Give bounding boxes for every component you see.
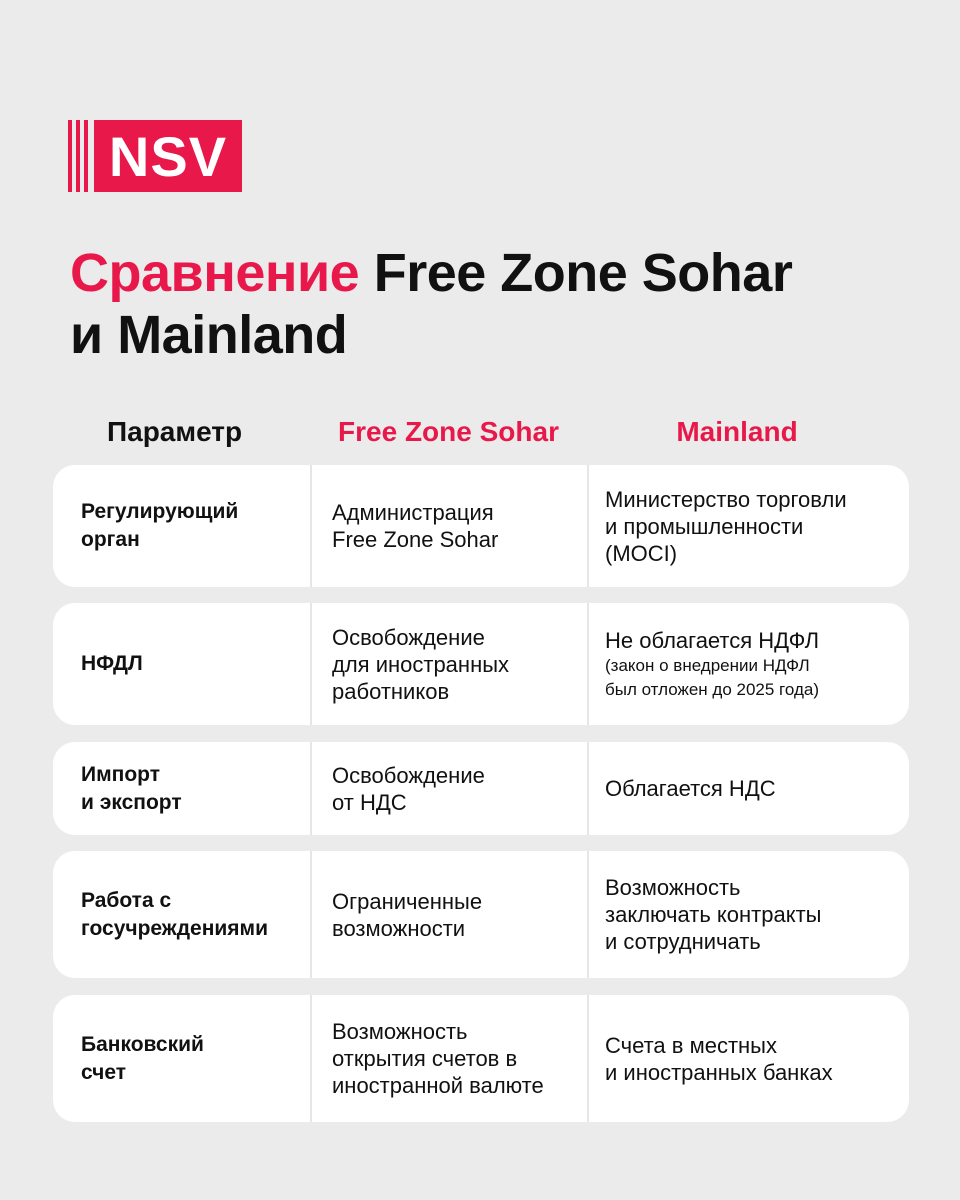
row-mainland: Возможность заключать контракты и сотрудничать	[587, 851, 909, 978]
table-row	[53, 995, 909, 1122]
title-rest: Free Zone Sohar	[373, 243, 793, 303]
logo-text: NSV	[94, 120, 242, 192]
logo-stripe	[84, 120, 88, 192]
page-title	[70, 242, 792, 366]
row-mainland	[587, 603, 909, 725]
row-free-zone: Ограниченные возможности	[310, 851, 587, 978]
logo-stripe	[76, 120, 80, 192]
logo-stripe	[68, 120, 72, 192]
table-row	[53, 603, 909, 725]
table-row	[53, 742, 909, 835]
row-mainland: Счета в местных и иностранных банках	[587, 995, 909, 1122]
row-param: Регулирующий орган	[81, 500, 239, 551]
table-header	[0, 412, 960, 452]
row-param: НФДЛ	[81, 652, 143, 675]
row-param: Банковский счет	[81, 1032, 204, 1084]
nsv-logo	[68, 120, 242, 192]
row-mainland-note: (закон о внедрении НДФЛ был отложен до 2025 года)	[605, 655, 819, 699]
row-mainland: Министерство торговли и промышленности (MOCI)	[587, 465, 909, 587]
table-row	[53, 851, 909, 978]
header-mainland: Mainland	[676, 416, 798, 447]
title-accent: Сравнение	[70, 243, 360, 303]
row-param: Импорт и экспорт	[81, 762, 182, 814]
row-mainland: Облагается НДС	[587, 742, 909, 835]
table-row	[53, 465, 909, 587]
row-free-zone: Освобождение от НДС	[310, 742, 587, 835]
row-free-zone: Освобождение для иностранных работников	[310, 603, 587, 725]
header-free-zone: Free Zone Sohar	[338, 416, 559, 447]
header-param: Параметр	[107, 416, 243, 447]
row-free-zone: Возможность открытия счетов в иностранной валюте	[310, 995, 587, 1122]
title-line2: и Mainland	[70, 305, 348, 365]
row-mainland-main: Не облагается НДФЛ	[605, 627, 820, 653]
row-free-zone: Администрация Free Zone Sohar	[310, 465, 587, 587]
row-param: Работа с госучреждениями	[81, 888, 268, 940]
